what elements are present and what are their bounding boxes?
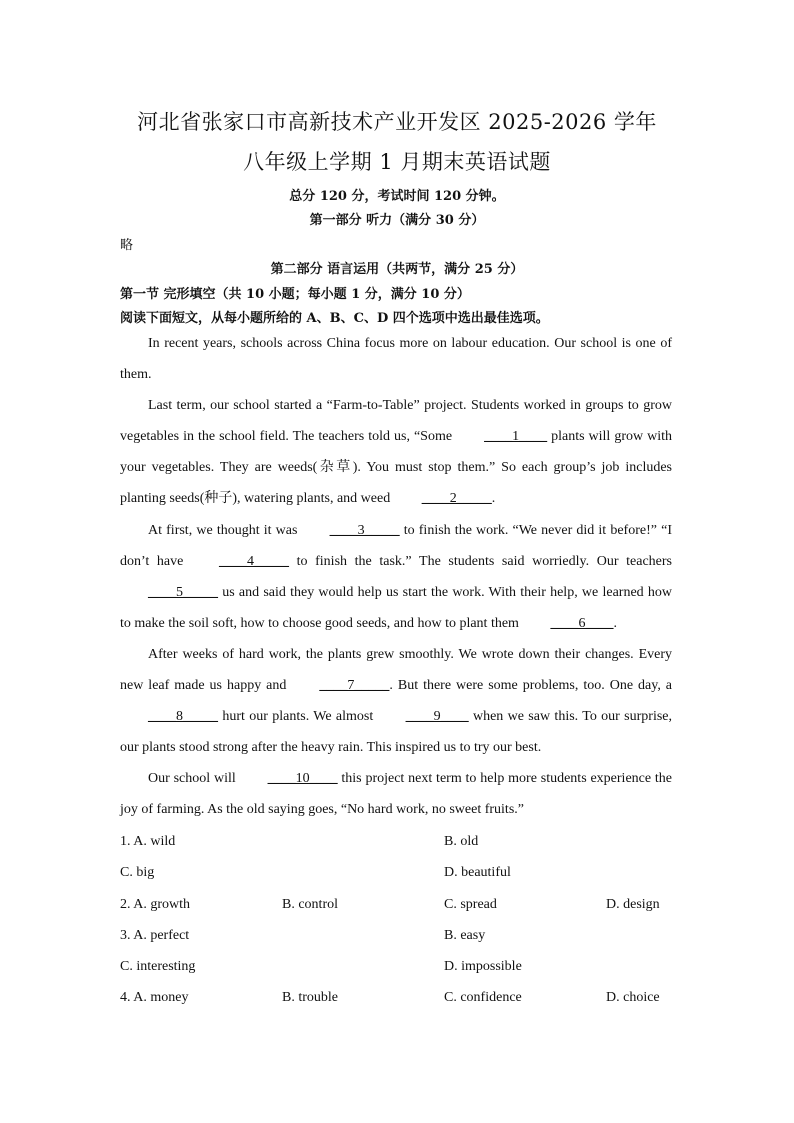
- blank-2: ____2_____: [421, 491, 492, 507]
- blank-10: ____10____: [267, 771, 338, 787]
- blank-1: ____1____: [484, 429, 548, 445]
- part1-heading: 第一部分 听力（满分 30 分）: [309, 213, 485, 228]
- section1-heading: 第一节 完形填空（共 10 小题；每小题 1 分，满分 10 分）: [120, 287, 470, 302]
- q4-option-d: D. choice: [606, 990, 660, 1006]
- question-3-row-2: [120, 959, 680, 990]
- question-3-row-1: [120, 928, 680, 959]
- paragraph-4: After weeks of hard work, the plants grew smoothly. We wrote down their changes. Every new leaf made us happy and ____7_____. But there were some problems, too. One day, a ____8_____ hurt our plants. We almost ____9____ when we saw this. To our surprise, our plants stood strong after the heavy rain. This inspired us to try our best.: [120, 646, 673, 756]
- part2-heading: 第二部分 语言运用（共两节，满分 25 分）: [270, 262, 524, 277]
- q3-option-c: C. interesting: [120, 959, 196, 975]
- q1-option-c: C. big: [120, 865, 155, 881]
- q2-option-d: D. design: [606, 896, 660, 912]
- exam-title-line1: 河北省张家口市高新技术产业开发区 2025-2026 学年: [137, 110, 657, 134]
- q4-option-a: 4. A. money: [120, 990, 189, 1006]
- q1-option-a: 1. A. wild: [120, 834, 176, 849]
- question-2-row: [120, 897, 680, 928]
- blank-4: ____4_____: [218, 553, 289, 569]
- cloze-passage: [120, 328, 672, 826]
- q1-option-b: B. old: [444, 834, 479, 849]
- score-info: 总分 120 分，考试时间 120 分钟。: [289, 189, 505, 204]
- options-list: [120, 834, 680, 1022]
- q3-option-a: 3. A. perfect: [120, 927, 190, 943]
- q3-option-d: D. impossible: [444, 959, 522, 975]
- q2-option-b: B. control: [282, 896, 338, 912]
- blank-6: ____6____: [550, 615, 614, 631]
- blank-7: ____7_____: [319, 678, 390, 694]
- question-4-row: [120, 990, 680, 1021]
- question-1-row-2: [120, 865, 680, 896]
- blank-5: ____5_____: [148, 584, 218, 600]
- omitted-note: 略: [120, 238, 134, 253]
- q2-option-a: 2. A. growth: [120, 896, 190, 912]
- paragraph-2: Last term, our school started a “Farm-to-Table” project. Students worked in groups to grow vegetables in the school field. The teachers told us, “Some ____1____ plants will grow with your vegetables. They are weeds(杂草). You must stop them.” So each group’s job includes planting seeds(种子), watering plants, and weed ____2_____.: [120, 390, 672, 514]
- q2-option-c: C. spread: [444, 896, 497, 912]
- q4-option-c: C. confidence: [444, 990, 522, 1006]
- blank-8: ____8_____: [148, 709, 218, 725]
- paragraph-1: In recent years, schools across China focus more on labour education. Our school is one of them.: [120, 336, 672, 383]
- exam-title-line2: 八年级上学期 1 月期末英语试题: [243, 150, 551, 174]
- q3-option-b: B. easy: [444, 927, 486, 943]
- paragraph-5: Our school will ____10____ this project next term to help more students experience the joy of farming. As the old saying goes, “No hard work, no sweet fruits.”: [120, 763, 672, 825]
- instruction-text: 阅读下面短文，从每小题所给的 A、B、C、D 四个选项中选出最佳选项。: [120, 311, 549, 326]
- q4-option-b: B. trouble: [282, 990, 338, 1006]
- blank-9: ____9____: [405, 709, 469, 725]
- paragraph-3: At first, we thought it was ____3_____ to finish the work. “We never did it before!” “I don’t have ____4_____ to finish the task.” The students said worriedly. Our teachers ____5_____ us and said they would help us start the work. With their help, we learned how to make the soil soft, how to choose good seeds, and how to plant them ____6____.: [120, 515, 672, 639]
- q1-option-d: D. beautiful: [444, 865, 511, 881]
- question-1-row-1: [120, 834, 680, 865]
- blank-3: ____3_____: [329, 522, 400, 538]
